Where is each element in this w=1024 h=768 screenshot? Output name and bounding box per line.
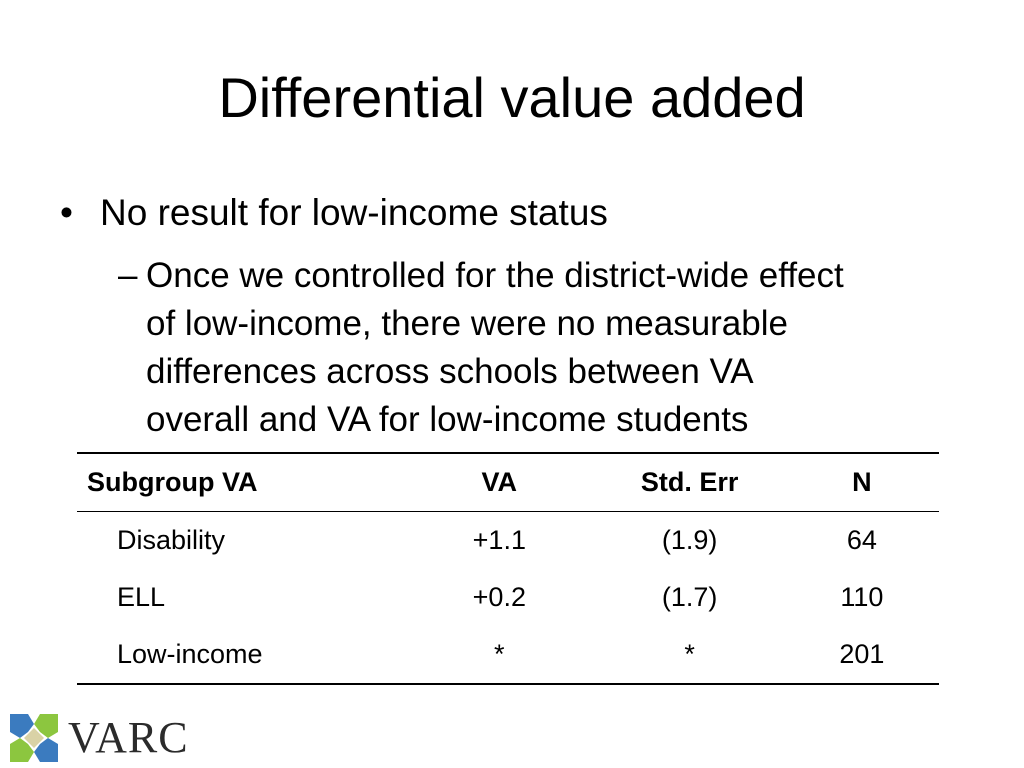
cell-std-err: * [684, 639, 695, 669]
bullet-point [60, 190, 608, 236]
cell-va: * [494, 639, 505, 669]
table-header-row [77, 453, 939, 512]
header-n: N [852, 467, 872, 497]
table-row [77, 626, 939, 684]
cell-subgroup: Low-income [117, 639, 263, 669]
sub-bullet-line: Once we controlled for the district-wide effect [146, 256, 844, 295]
subgroup-va-table [77, 452, 939, 685]
cell-subgroup: ELL [117, 582, 166, 612]
table-row [77, 512, 939, 570]
sub-bullet-line: differences across schools between VA [146, 352, 754, 391]
bullet-text: No result for low-income status [100, 192, 608, 233]
logo-text: VARC [68, 713, 189, 762]
varc-logo [6, 710, 189, 766]
cell-va: +1.1 [472, 525, 526, 555]
sub-bullet-line: overall and VA for low-income students [146, 400, 749, 439]
cell-n: 64 [846, 525, 877, 555]
slide-title: Differential value added [218, 66, 806, 129]
header-std-err: Std. Err [640, 467, 739, 497]
bullet-marker: • [60, 192, 73, 233]
cell-n: 201 [839, 639, 885, 669]
sub-bullet-line: of low-income, there were no measurable [146, 304, 788, 343]
sub-bullet-point [118, 252, 948, 444]
cell-va: +0.2 [472, 582, 526, 612]
cell-std-err: (1.7) [661, 582, 718, 612]
sub-bullet-marker: – [118, 256, 138, 295]
cell-n: 110 [840, 582, 884, 612]
cell-subgroup: Disability [117, 525, 226, 555]
table-row [77, 569, 939, 626]
varc-emblem-icon [6, 710, 62, 766]
cell-std-err: (1.9) [661, 525, 718, 555]
header-subgroup: Subgroup VA [87, 467, 258, 497]
header-va: VA [481, 467, 518, 497]
